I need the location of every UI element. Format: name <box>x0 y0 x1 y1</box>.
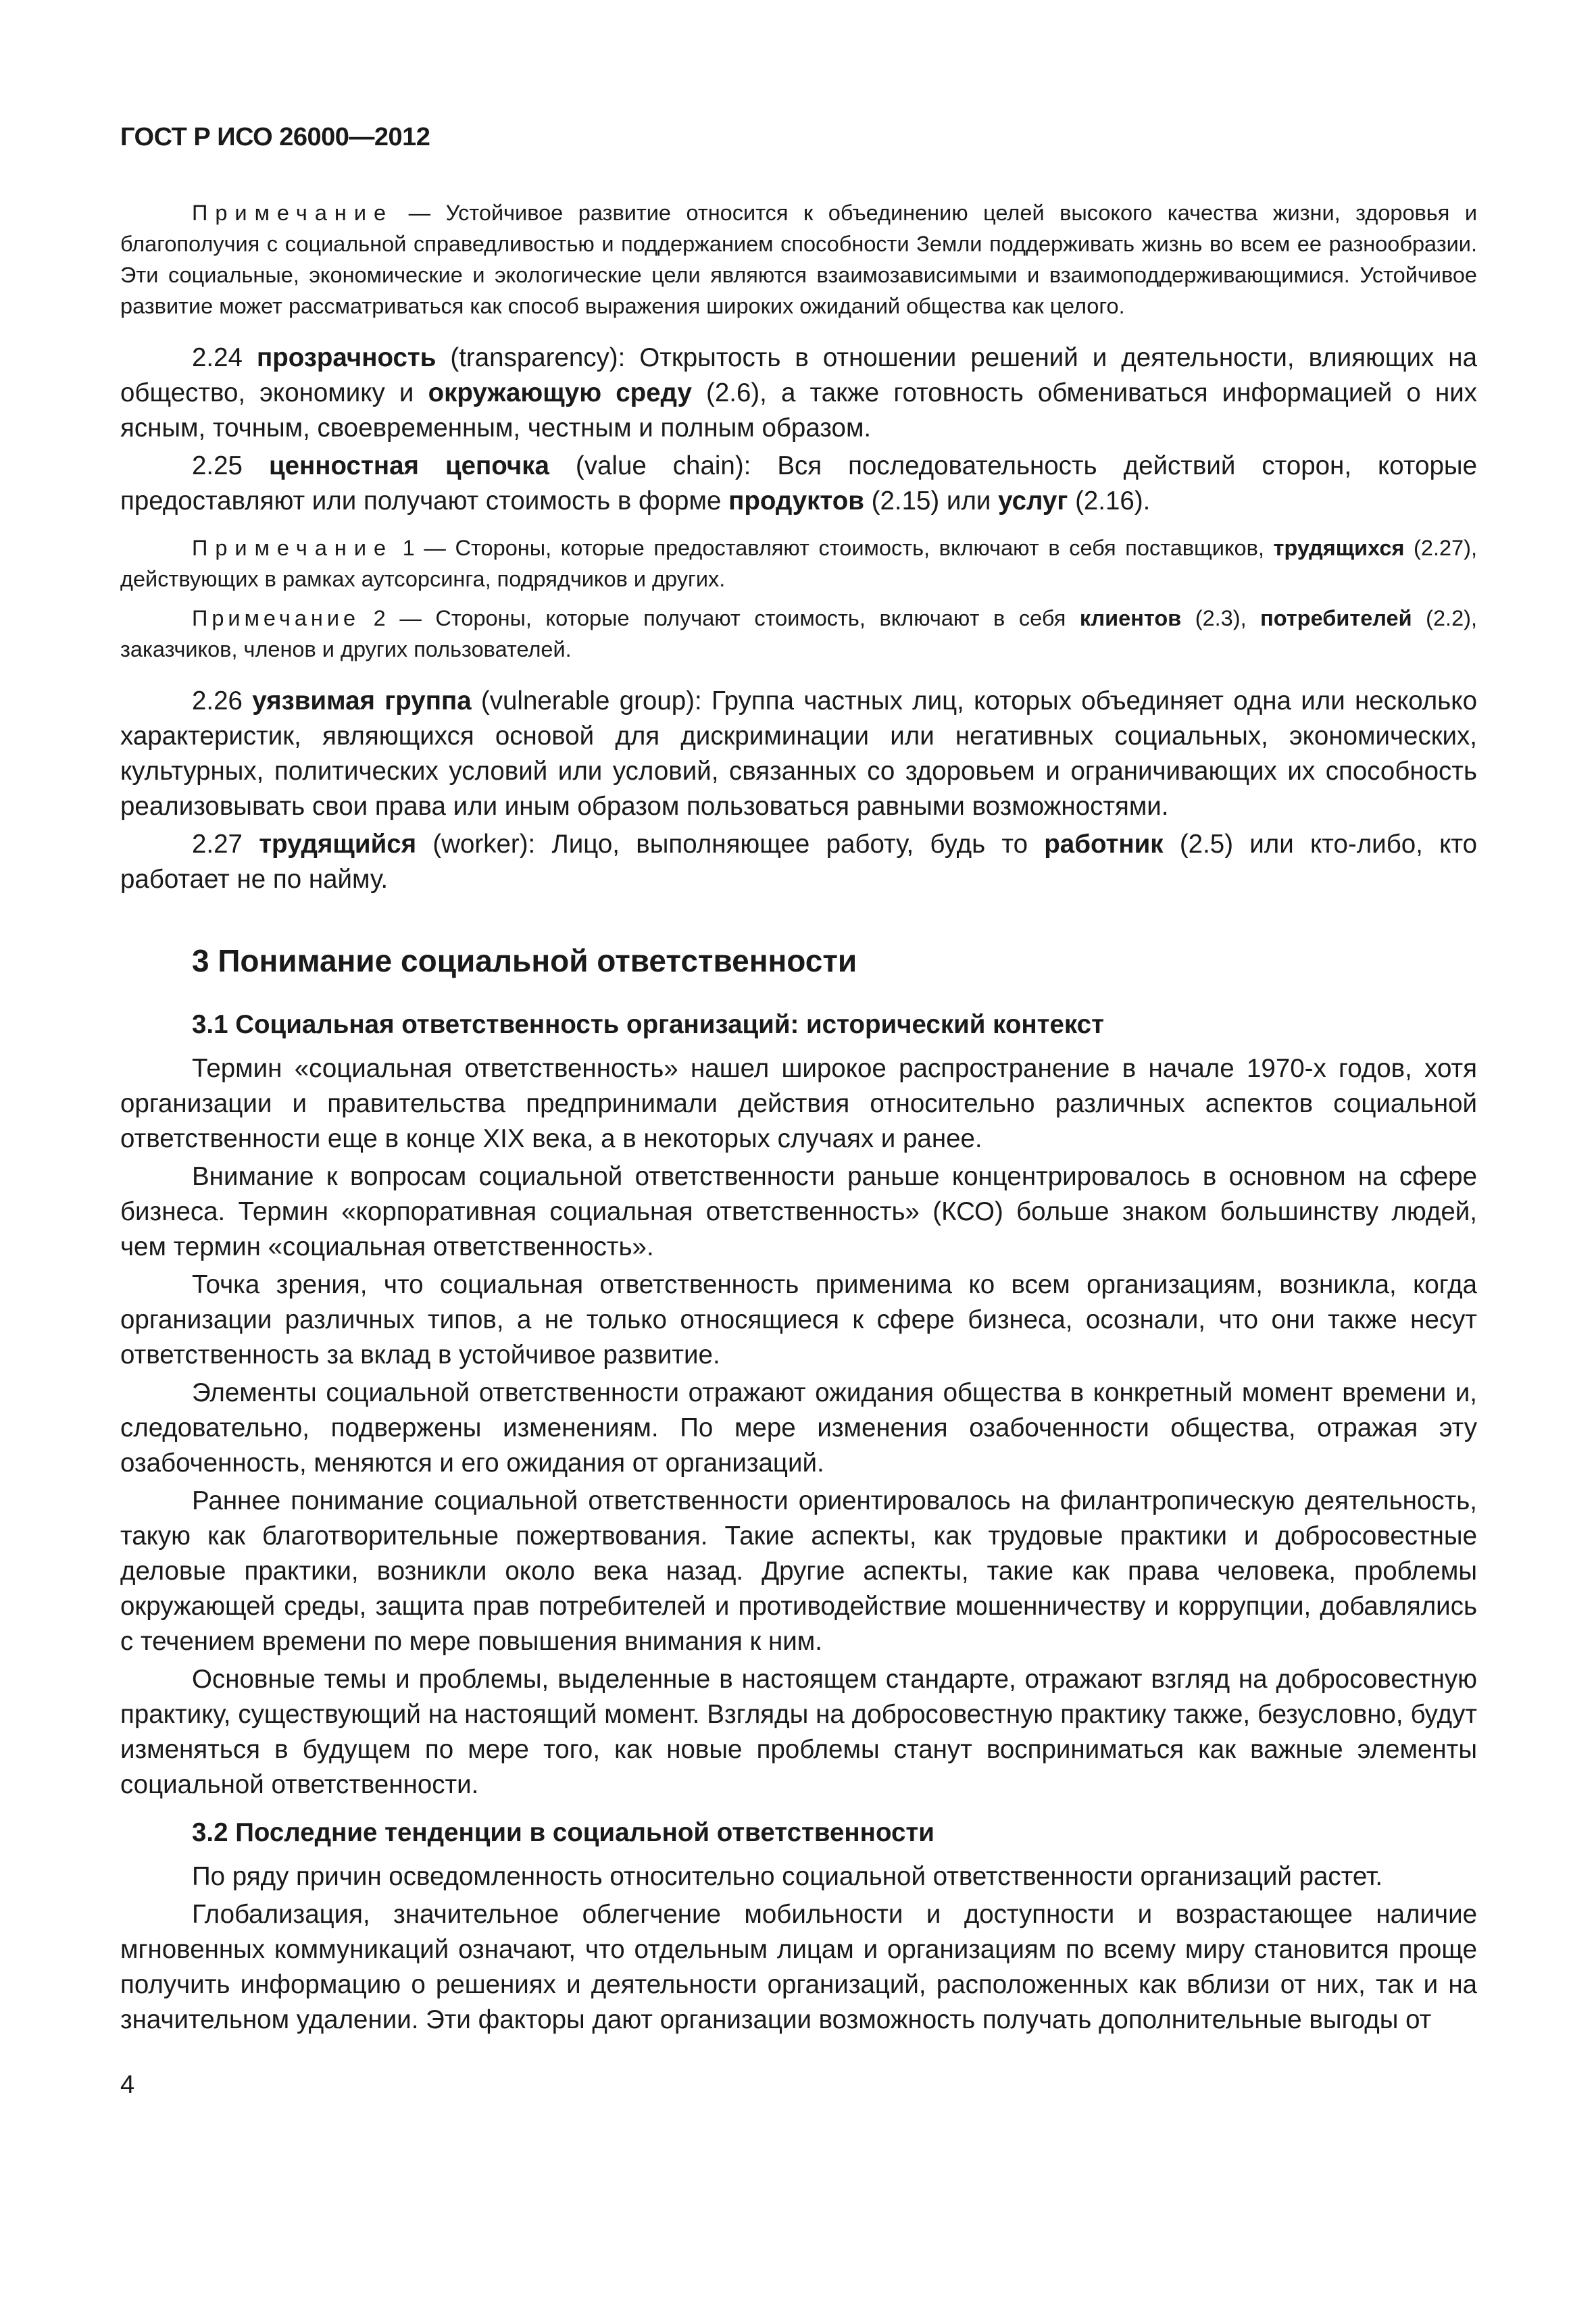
note-reference: клиентов <box>1079 606 1182 630</box>
term-name: уязвимая группа <box>252 686 472 715</box>
term-text: (transparency): Открытость в отношении решений и деятельности, влияющих на общество, экономику и <box>120 343 1477 407</box>
note-reference: потребителей <box>1260 606 1412 630</box>
term-name: прозрачность <box>256 343 437 372</box>
note-text: (2.27), действующих в рамках аутсорсинга, подрядчиков и других. <box>120 536 1477 591</box>
term-reference: продуктов <box>728 486 864 515</box>
note-text: (2.3), <box>1181 606 1261 630</box>
note-label: Примечание <box>192 536 394 560</box>
note-text: Стороны, которые предоставляют стоимость, включают в себя поставщиков, <box>455 536 1274 560</box>
section-3-1-heading: 3.1 Социальная ответственность организаций: исторический контекст <box>192 1010 1104 1039</box>
term-number: 2.25 <box>192 451 269 480</box>
note-number: 1 — <box>393 536 455 560</box>
term-2-26 <box>120 684 1477 824</box>
term-number: 2.27 <box>192 830 259 859</box>
paragraph: Основные темы и проблемы, выделенные в настоящем стандарте, отражают взгляд на добросовестную практику, существующий на настоящий момент. Взгляды на добросовестную практику также, безусловно, будут изменяться в будущем по мере того, как новые проблемы станут восприниматься как важные элементы социальной ответственности. <box>120 1665 1477 1799</box>
term-text: (2.5) или кто-либо, кто работает не по найму. <box>120 830 1477 894</box>
paragraph: По ряду причин осведомленность относительно социальной ответственности организаций растет. <box>192 1862 1383 1891</box>
section-3-heading: 3 Понимание социальной ответственности <box>192 943 857 978</box>
note-label: Примечание <box>192 201 394 225</box>
term-text: (vulnerable group): Группа частных лиц, которых объединяет одна или несколько характеристик, являющихся основой для дискриминации или негативных социальных, экономических, культурных, политических условий или условий, связанных со здоровьем и ограничивающих их способность реализовывать свои права или иным образом пользоваться равными возможностями. <box>120 686 1477 821</box>
note-text: — Устойчивое развитие относится к объединению целей высокого качества жизни, здоровья и благополучия с социальной справедливостью и поддержанием способности Земли поддерживать жизнь во всем ее разнообразии. Эти социальные, экономические и экологические цели являются взаимозависимыми и взаимоподдерживающимися. Устойчивое развитие может рассматриваться как способ выражения широких ожиданий общества как целого. <box>120 201 1477 318</box>
term-reference: услуг <box>998 486 1068 515</box>
note-text: (2.2), заказчиков, членов и других пользователей. <box>120 606 1477 661</box>
note-label: Примечание <box>192 606 360 630</box>
term-text: (2.6), а также готовность обмениваться информацией о них ясным, точным, своевременным, честным и полным образом. <box>120 378 1477 443</box>
paragraph: Термин «социальная ответственность» нашел широкое распространение в начале 1970-х годов, хотя организации и правительства предпринимали действия относительно различных аспектов социальной ответственности еще в конце XIX века, а в некоторых случаях и ранее. <box>120 1054 1477 1153</box>
section-3-2-heading: 3.2 Последние тенденции в социальной ответственности <box>192 1818 934 1847</box>
term-text: (2.16). <box>1068 486 1151 515</box>
page-header: ГОСТ Р ИСО 26000—2012 <box>120 123 430 151</box>
term-number: 2.24 <box>192 343 257 372</box>
term-2-27 <box>120 827 1477 897</box>
term-reference: окружающую среду <box>428 378 692 407</box>
note-reference: трудящихся <box>1273 536 1405 560</box>
paragraph: Точка зрения, что социальная ответственность применима ко всем организациям, возникла, когда организации различных типов, а не только относящиеся к сфере бизнеса, осознали, что они также несут ответственность за вклад в устойчивое развитие. <box>120 1270 1477 1369</box>
page-number: 4 <box>120 2071 135 2099</box>
note-sustainable-development <box>120 197 1477 322</box>
term-name: трудящийся <box>259 830 417 859</box>
term-reference: работник <box>1044 830 1164 859</box>
note-2-25-1 <box>120 532 1477 595</box>
paragraph: Элементы социальной ответственности отражают ожидания общества в конкретный момент времени и, следовательно, подвержены изменениям. По мере изменения озабоченности общества, отражая эту озабоченность, меняются и его ожидания от организаций. <box>120 1378 1477 1478</box>
note-number: 2 — <box>359 606 436 630</box>
term-text: (value chain): Вся последовательность действий сторон, которые предоставляют или получают стоимость в форме <box>120 451 1477 515</box>
note-text: Стороны, которые получают стоимость, включают в себя <box>435 606 1080 630</box>
paragraph: Глобализация, значительное облегчение мобильности и доступности и возрастающее наличие мгновенных коммуникаций означают, что отдельным лицам и организациям по всему миру становится проще получить информацию о решениях и деятельности организаций, расположенных как вблизи от них, так и на значительном удалении. Эти факторы дают организации возможность получать дополнительные выгоды от <box>120 1900 1477 2034</box>
term-text: (worker): Лицо, выполняющее работу, будь то <box>416 830 1045 859</box>
term-2-24 <box>120 341 1477 446</box>
paragraph: Внимание к вопросам социальной ответственности раньше концентрировалось в основном на сфере бизнеса. Термин «корпоративная социальная ответственность» (КСО) больше знаком большинству людей, чем термин «социальная ответственность». <box>120 1162 1477 1261</box>
paragraph: Раннее понимание социальной ответственности ориентировалось на филантропическую деятельность, такую как благотворительные пожертвования. Такие аспекты, как трудовые практики и добросовестные деловые практики, возникли около века назад. Другие аспекты, такие как права человека, проблемы окружающей среды, защита прав потребителей и противодействие мошенничеству и коррупции, добавлялись с течением времени по мере повышения внимания к ним. <box>120 1486 1477 1656</box>
page-content <box>120 197 1477 2040</box>
note-2-25-2 <box>120 603 1477 665</box>
term-2-25 <box>120 449 1477 519</box>
term-name: ценностная цепочка <box>268 451 549 480</box>
term-text: (2.15) или <box>864 486 999 515</box>
term-number: 2.26 <box>192 686 253 715</box>
